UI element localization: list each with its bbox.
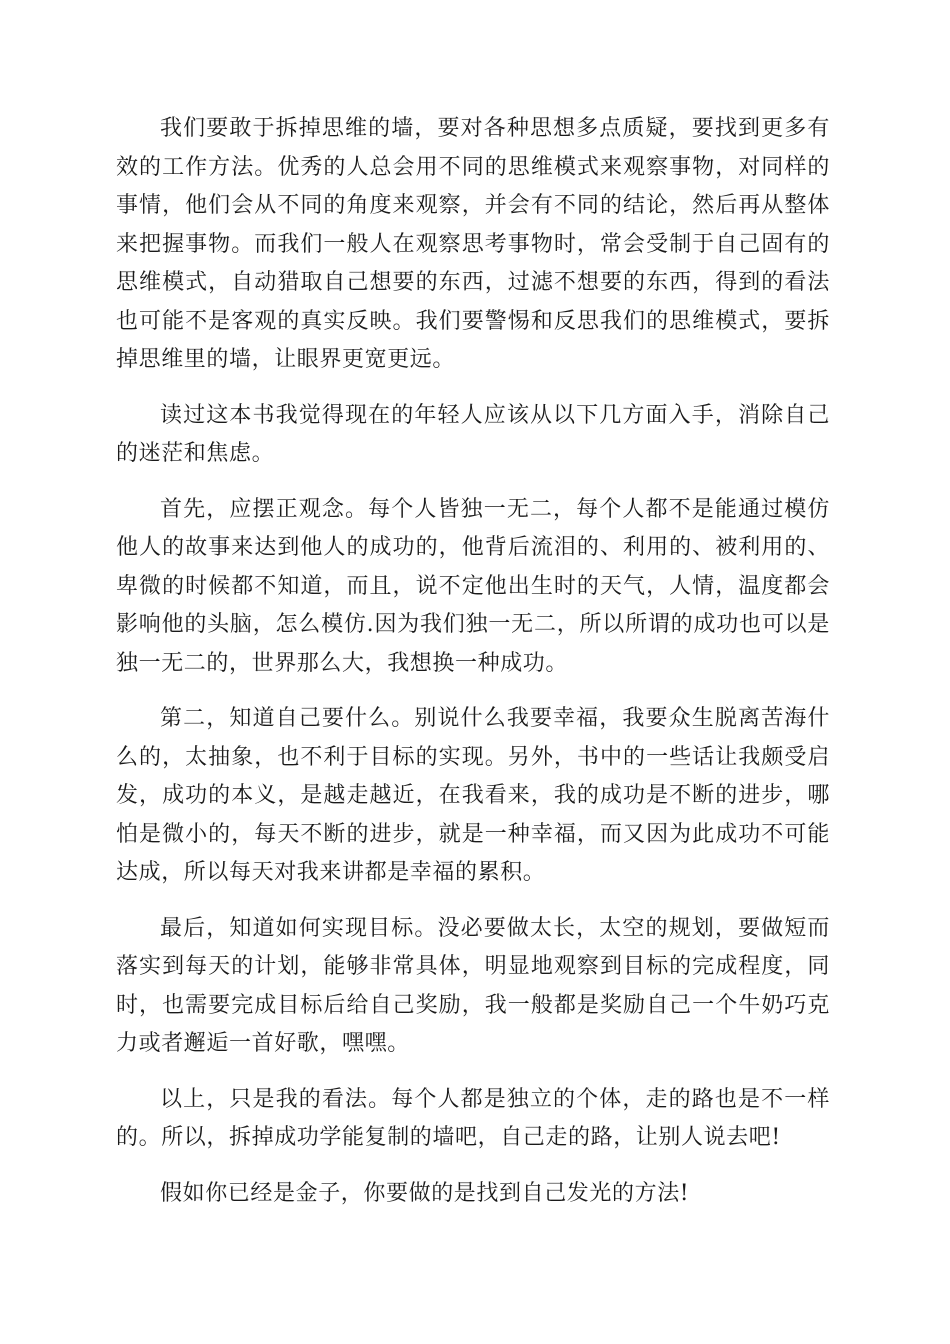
paragraph-last-point: 最后，知道如何实现目标。没必要做太长，太空的规划，要做短而落实到每天的计划，能够非常具体，明显地观察到目标的完成程度，同时，也需要完成目标后给自己奖励，我一般都是奖励自己一个牛奶巧克力或者邂逅一首好歌，嘿嘿。: [116, 915, 830, 1056]
paragraph-closing: 假如你已经是金子，你要做的是找到自己发光的方法!: [160, 1180, 690, 1206]
document-body: [116, 110, 830, 1230]
paragraph-reading-intro: 读过这本书我觉得现在的年轻人应该从以下几方面入手，消除自己的迷茫和焦虑。: [116, 402, 830, 466]
paragraph-break-wall: 我们要敢于拆掉思维的墙，要对各种思想多点质疑，要找到更多有效的工作方法。优秀的人总会用不同的思维模式来观察事物，对同样的事情，他们会从不同的角度来观察，并会有不同的结论，然后再从整体来把握事物。而我们一般人在观察思考事物时，常会受制于自己固有的思维模式，自动猎取自己想要的东西，过滤不想要的东西，得到的看法也可能不是客观的真实反映。我们要警惕和反思我们的思维模式，要拆掉思维里的墙，让眼界更宽更远。: [116, 116, 830, 372]
paragraph-summary: 以上，只是我的看法。每个人都是独立的个体，走的路也是不一样的。所以，拆掉成功学能复制的墙吧，自己走的路，让别人说去吧!: [116, 1086, 830, 1150]
paragraph-first-point: 首先，应摆正观念。每个人皆独一无二，每个人都不是能通过模仿他人的故事来达到他人的成功的，他背后流泪的、利用的、被利用的、卑微的时候都不知道，而且，说不定他出生时的天气，人情，温度都会影响他的头脑，怎么模仿.因为我们独一无二，所以所谓的成功也可以是独一无二的，世界那么大，我想换一种成功。: [116, 496, 830, 676]
paragraph-second-point: 第二，知道自己要什么。别说什么我要幸福，我要众生脱离苦海什么的，太抽象，也不利于目标的实现。另外，书中的一些话让我颇受启发，成功的本义，是越走越近，在我看来，我的成功是不断的进步，哪怕是微小的，每天不断的进步，就是一种幸福，而又因为此成功不可能达成，所以每天对我来讲都是幸福的累积。: [116, 706, 830, 885]
